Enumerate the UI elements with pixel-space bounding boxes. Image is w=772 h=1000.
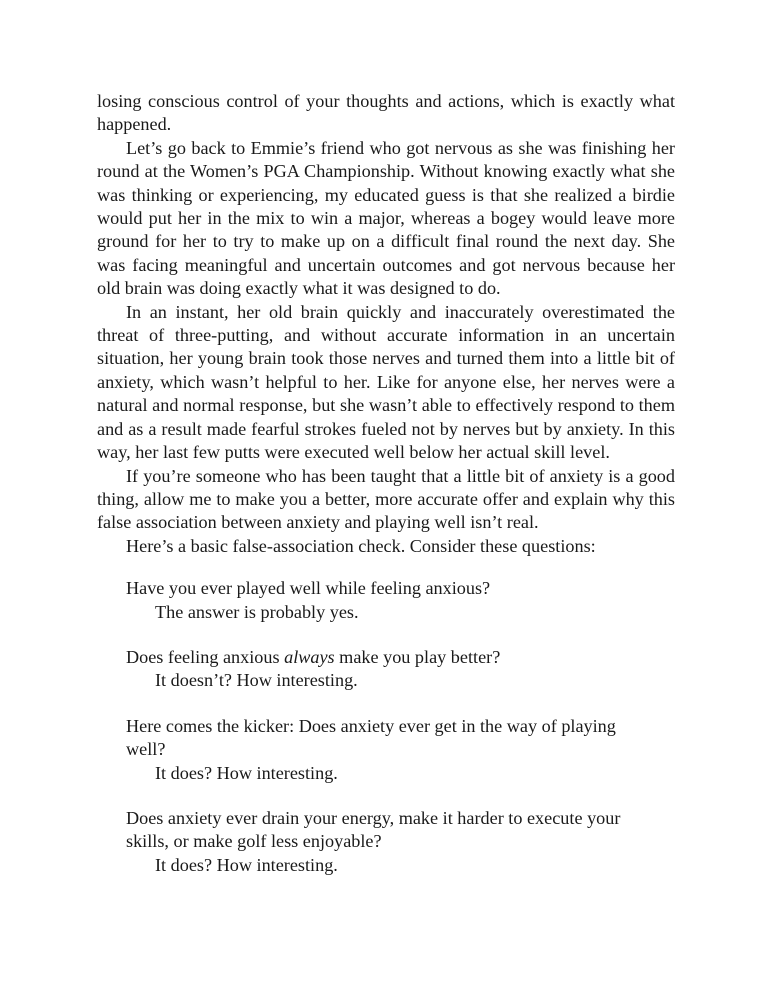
paragraph-old-brain: In an instant, her old brain quickly and inaccurately overestimated the threat of three-putting, and without accurate information in an uncertain situation, her young brain took those nerves and turned them into a little bit of anxiety, which wasn’t helpful to her. Like for anyone else, her nerves were a natural and normal response, but she wasn’t able to effectively respond to them and as a result made fearful strokes fueled not by nerves but by anxiety. In this way, her last few putts were executed well below her actual skill level. — [97, 301, 675, 463]
answer-text: It doesn’t? How interesting. — [155, 670, 358, 691]
paragraph-continuation: losing conscious control of your thoughts and actions, which is exactly what happened. — [97, 91, 675, 135]
answer-text: It does? How interesting. — [155, 854, 338, 875]
answer-text: It does? How interesting. — [155, 762, 338, 783]
emphasis-always: always — [284, 646, 335, 667]
prose-section — [97, 90, 675, 558]
question-block — [126, 577, 675, 624]
question-list — [97, 577, 675, 877]
question-block — [126, 646, 675, 693]
paragraph-emmie-friend: Let’s go back to Emmie’s friend who got nervous as she was finishing her round at the Women’s PGA Championship. Without knowing exactly what she was thinking or experiencing, my educated guess is that she realized a birdie would put her in the mix to win a major, whereas a bogey would leave more ground for her to try to make up on a difficult final round the next day. She was facing meaningful and uncertain outcomes and got nervous because her old brain was doing exactly what it was designed to do. — [97, 137, 675, 299]
question-text: Have you ever played well while feeling anxious? — [126, 578, 491, 599]
question-block — [126, 807, 675, 877]
question-block — [126, 715, 675, 785]
page-body — [97, 90, 675, 899]
paragraph-check-intro: Here’s a basic false-association check. Consider these questions: — [126, 535, 596, 556]
question-text: Does anxiety ever drain your energy, make it harder to execute your skills, or make golf less enjoyable? — [126, 807, 621, 852]
paragraph-better-offer: If you’re someone who has been taught that a little bit of anxiety is a good thing, allow me to make you a better, more accurate offer and explain why this false association between anxiety and playing well isn’t real. — [97, 465, 675, 533]
question-text: Does feeling anxious always make you play better? — [126, 646, 501, 667]
question-text: Here comes the kicker: Does anxiety ever get in the way of playing well? — [126, 715, 616, 760]
answer-text: The answer is probably yes. — [155, 601, 359, 622]
